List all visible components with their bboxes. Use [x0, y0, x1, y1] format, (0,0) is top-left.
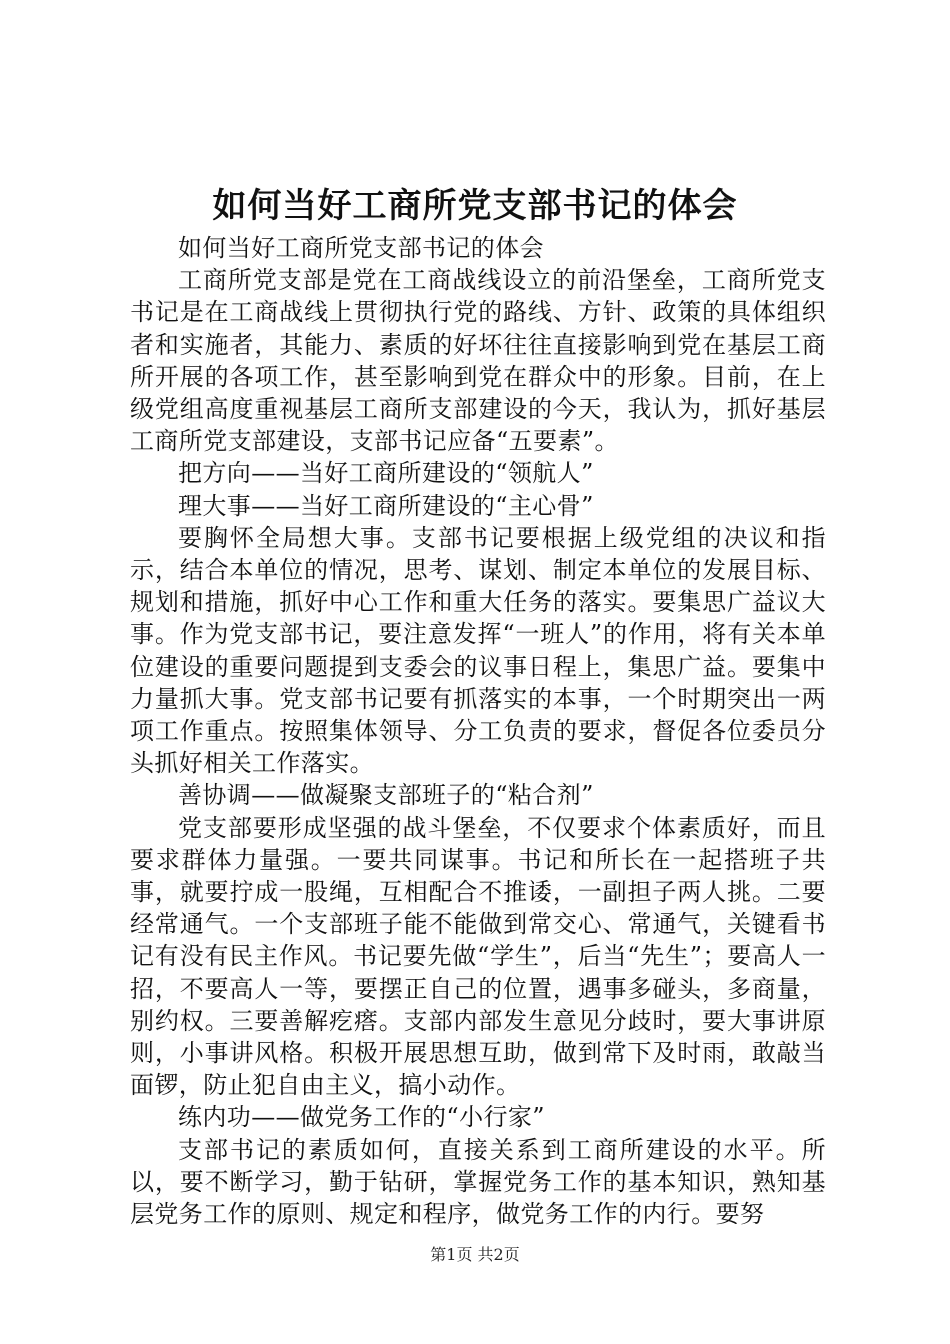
page-number-footer: 第1页 共2页: [430, 1245, 520, 1264]
paragraph-intro: 工商所党支部是党在工商战线设立的前沿堡垒，工商所党支书记是在工商战线上贯彻执行党的路线、方针、政策的具体组织者和实施者，其能力、素质的好坏往往直接影响到党在基层工商所开展的各项工作，甚至影响到党在群众中的形象。目前，在上级党组高度重视基层工商所支部建设的今天，我认为，抓好基层工商所党支部建设，支部书记应备“五要素”。: [130, 266, 826, 456]
section-heading-coordination: 善协调——做凝聚支部班子的“粘合剂”: [178, 781, 594, 810]
document-body: [130, 232, 826, 1230]
section-heading-major-affairs: 理大事——当好工商所建设的“主心骨”: [178, 491, 594, 520]
paragraph-major-affairs: 要胸怀全局想大事。支部书记要根据上级党组的决议和指示，结合本单位的情况，思考、谋划、制定本单位的发展目标、规划和措施，抓好中心工作和重大任务的落实。要集思广益议大事。作为党支部书记，要注意发挥“一班人”的作用，将有关本单位建设的重要问题提到支委会的议事日程上，集思广益。要集中力量抓大事。党支部书记要有抓落实的本事，一个时期突出一两项工作重点。按照集体领导、分工负责的要求，督促各位委员分头抓好相关工作落实。: [130, 523, 826, 778]
paragraph-coordination: 党支部要形成坚强的战斗堡垒，不仅要求个体素质好，而且要求群体力量强。一要共同谋事。书记和所长在一起搭班子共事，就要拧成一股绳，互相配合不推诿，一副担子两人挑。二要经常通气。一个支部班子能不能做到常交心、常通气，关键看书记有没有民主作风。书记要先做“学生”，后当“先生”；要高人一招，不要高人一等，要摆正自己的位置，遇事多碰头，多商量，别约权。三要善解疙瘩。支部内部发生意见分歧时，要大事讲原则，小事讲风格。积极开展思想互助，做到常下及时雨，敢敲当面锣，防止犯自由主义，搞小动作。: [130, 813, 826, 1100]
section-heading-inner-skills: 练内功——做党务工作的“小行家”: [178, 1103, 545, 1132]
paragraph-inner-skills: 支部书记的素质如何，直接关系到工商所建设的水平。所以，要不断学习，勤于钻研，掌握党务工作的基本知识，熟知基层党务工作的原则、规定和程序，做党务工作的内行。要努: [130, 1135, 826, 1229]
section-heading-direction: 把方向——当好工商所建设的“领航人”: [178, 459, 594, 488]
paragraph-subtitle: 如何当好工商所党支部书记的体会: [178, 234, 544, 262]
document-title: 如何当好工商所党支部书记的体会: [212, 186, 738, 226]
